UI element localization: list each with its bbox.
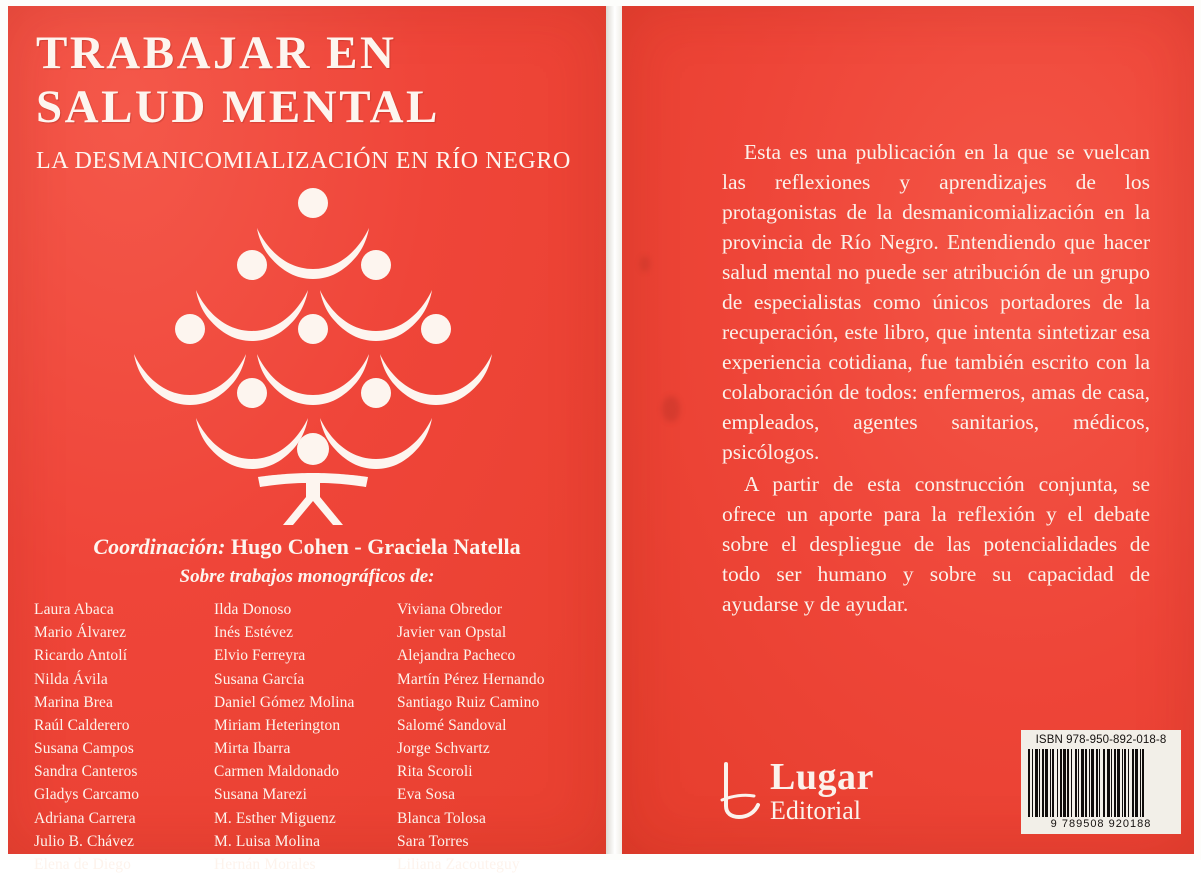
front-cover bbox=[8, 6, 606, 873]
publisher-subname: Editorial bbox=[770, 796, 861, 825]
author-name: Eva Sosa bbox=[397, 786, 456, 804]
authors-list bbox=[34, 598, 579, 876]
author-name: Alejandra Pacheco bbox=[397, 647, 516, 665]
author-name: Marina Brea bbox=[34, 693, 113, 711]
author-name: Viviana Obredor bbox=[397, 601, 503, 618]
author-name: Inés Estévez bbox=[214, 624, 294, 642]
blurb-paragraph-2: A partir de esta construcción conjunta, se ofrece un aporte para la reflexión y el debate sobre el despliegue de las potencialidades de todo ser humano y sobre su capacidad de ayudarse y de ayudar. bbox=[722, 471, 1150, 616]
scan-smudge bbox=[662, 396, 680, 422]
title-block bbox=[36, 26, 586, 175]
back-cover-blurb bbox=[722, 138, 1150, 620]
author-name: Liliana Zacouteguy bbox=[397, 855, 520, 873]
author-name: M. Esther Miguenz bbox=[214, 809, 336, 827]
author-name: Laura Abaca bbox=[34, 601, 114, 618]
coordination-names: Hugo Cohen - Graciela Natella bbox=[225, 534, 521, 559]
author-name: Ricardo Antolí bbox=[34, 647, 128, 665]
isbn-barcode-block bbox=[1021, 730, 1181, 834]
author-name: Elena de Diego bbox=[34, 855, 131, 873]
page-gutter bbox=[606, 6, 622, 854]
authors-column-3 bbox=[397, 598, 579, 876]
author-name: Jorge Schvartz bbox=[397, 740, 490, 758]
author-name: Susana García bbox=[214, 670, 305, 688]
publisher-name: Lugar bbox=[770, 756, 874, 798]
author-name: M. Luisa Molina bbox=[214, 832, 321, 850]
author-name: Sara Torres bbox=[397, 832, 469, 850]
author-name: Julio B. Chávez bbox=[34, 832, 135, 850]
author-name: Blanca Tolosa bbox=[397, 809, 487, 827]
author-name: Mario Álvarez bbox=[34, 624, 127, 642]
coordination-block bbox=[8, 534, 606, 588]
author-name: Javier van Opstal bbox=[397, 624, 507, 642]
author-name: Salomé Sandoval bbox=[397, 716, 507, 734]
book-title-line-1: TRABAJAR EN bbox=[36, 27, 397, 79]
publisher-logo bbox=[718, 758, 874, 824]
isbn-text: ISBN 978-950-892-018-8 bbox=[1035, 734, 1167, 746]
author-name: Hernán Morales bbox=[214, 855, 316, 873]
author-name: Adriana Carrera bbox=[34, 809, 136, 827]
author-name: Nilda Ávila bbox=[34, 670, 108, 688]
author-name: Miriam Heterington bbox=[214, 716, 341, 734]
author-name: Sandra Canteros bbox=[34, 763, 138, 781]
coordination-label: Coordinación: bbox=[93, 534, 226, 559]
blurb-paragraph-1: Esta es una publicación en la que se vuelcan las reflexiones y aprendizajes de los protagonistas de la desmanicomialización en la provincia de Río Negro. Entendiendo que hacer salud mental no puede ser atribución de un grupo de especialistas como únicos portadores de la recuperación, este libro, que intenta sintetizar esa experiencia cotidiana, fue también escrito con la colaboración de todos: enfermeros, amas de casa, empleados, agentes sanitarios, médicos, psicólogos. bbox=[722, 140, 1150, 464]
monographs-label: Sobre trabajos monográficos de: bbox=[179, 566, 435, 587]
scan-smudge bbox=[640, 256, 650, 272]
author-name: Santiago Ruiz Camino bbox=[397, 693, 540, 711]
authors-column-2 bbox=[214, 598, 397, 876]
author-name: Daniel Gómez Molina bbox=[214, 693, 355, 711]
author-name: Raúl Calderero bbox=[34, 716, 130, 734]
barcode-image bbox=[1025, 749, 1177, 817]
author-name: Martín Pérez Hernando bbox=[397, 670, 545, 688]
author-name: Elvio Ferreyra bbox=[214, 647, 306, 665]
author-name: Mirta Ibarra bbox=[214, 740, 291, 758]
author-name: Gladys Carcamo bbox=[34, 786, 140, 804]
book-title-line-2: SALUD MENTAL bbox=[36, 81, 440, 134]
author-name: Susana Marezi bbox=[214, 786, 307, 804]
author-name: Susana Campos bbox=[34, 740, 134, 758]
author-name: Ilda Donoso bbox=[214, 601, 292, 618]
lugar-editorial-logo-icon bbox=[718, 760, 764, 822]
author-name: Carmen Maldonado bbox=[214, 763, 340, 781]
people-tree-icon bbox=[128, 181, 498, 526]
authors-column-1 bbox=[34, 598, 214, 876]
barcode-number: 9 789508 920188 bbox=[1050, 818, 1152, 830]
book-subtitle: LA DESMANICOMIALIZACIÓN EN RÍO NEGRO bbox=[36, 148, 571, 175]
author-name: Rita Scoroli bbox=[397, 763, 473, 781]
